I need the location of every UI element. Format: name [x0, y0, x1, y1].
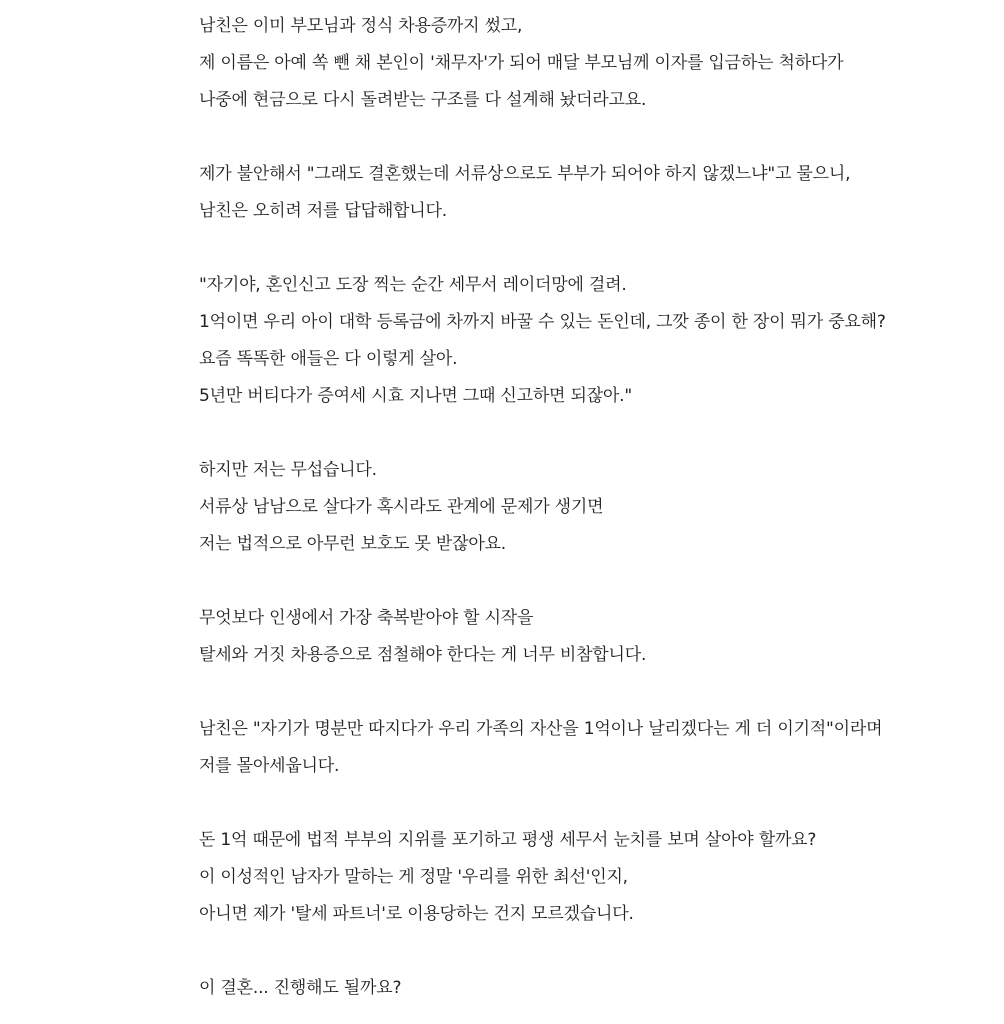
text-line: 제가 불안해서 "그래도 결혼했는데 서류상으로도 부부가 되어야 하지 않겠느냐"고 물으니,	[199, 164, 851, 184]
text-line: 남친은 "자기가 명분만 따지다가 우리 가족의 자산을 1억이나 날리겠다는 게 더 이기적"이라며	[199, 719, 883, 739]
paragraph	[199, 156, 989, 230]
paragraph	[199, 822, 989, 933]
text-line: 하지만 저는 무섭습니다.	[199, 460, 377, 480]
paragraph-gap	[199, 933, 989, 970]
text-line: 요즘 똑똑한 애들은 다 이렇게 살아.	[199, 349, 458, 369]
paragraph-gap	[199, 230, 989, 267]
paragraph-gap	[199, 785, 989, 822]
paragraph	[199, 711, 989, 785]
paragraph-gap	[199, 415, 989, 452]
paragraph	[199, 8, 989, 119]
text-line: 남친은 오히려 저를 답답해합니다.	[199, 201, 447, 221]
text-line: 나중에 현금으로 다시 돌려받는 구조를 다 설계해 놨더라고요.	[199, 90, 647, 110]
text-line: 무엇보다 인생에서 가장 축복받아야 할 시작을	[199, 608, 534, 628]
text-line: 저를 몰아세웁니다.	[199, 756, 340, 776]
text-line: 이 결혼... 진행해도 될까요?	[199, 978, 402, 998]
paragraph-gap	[199, 119, 989, 156]
paragraph	[199, 600, 989, 674]
text-line: 1억이면 우리 아이 대학 등록금에 차까지 바꿀 수 있는 돈인데, 그깟 종이 한 장이 뭐가 중요해?	[199, 312, 886, 332]
text-line: 남친은 이미 부모님과 정식 차용증까지 썼고,	[199, 16, 523, 36]
text-line: 이 이성적인 남자가 말하는 게 정말 '우리를 위한 최선'인지,	[199, 867, 628, 887]
text-line: 서류상 남남으로 살다가 혹시라도 관계에 문제가 생기면	[199, 497, 604, 517]
post-body	[199, 8, 989, 1007]
text-line: 아니면 제가 '탈세 파트너'로 이용당하는 건지 모르겠습니다.	[199, 904, 634, 924]
paragraph	[199, 970, 989, 1007]
paragraph-gap	[199, 674, 989, 711]
text-line: 5년만 버티다가 증여세 시효 지나면 그때 신고하면 되잖아."	[199, 386, 632, 406]
paragraph	[199, 267, 989, 415]
text-line: 저는 법적으로 아무런 보호도 못 받잖아요.	[199, 534, 506, 554]
text-line: 탈세와 거짓 차용증으로 점철해야 한다는 게 너무 비참합니다.	[199, 645, 647, 665]
text-line: "자기야, 혼인신고 도장 찍는 순간 세무서 레이더망에 걸려.	[199, 275, 627, 295]
text-line: 돈 1억 때문에 법적 부부의 지위를 포기하고 평생 세무서 눈치를 보며 살아야 할까요?	[199, 830, 817, 850]
paragraph-gap	[199, 563, 989, 600]
text-line: 제 이름은 아예 쏙 뺀 채 본인이 '채무자'가 되어 매달 부모님께 이자를 입금하는 척하다가	[199, 53, 844, 73]
paragraph	[199, 452, 989, 563]
